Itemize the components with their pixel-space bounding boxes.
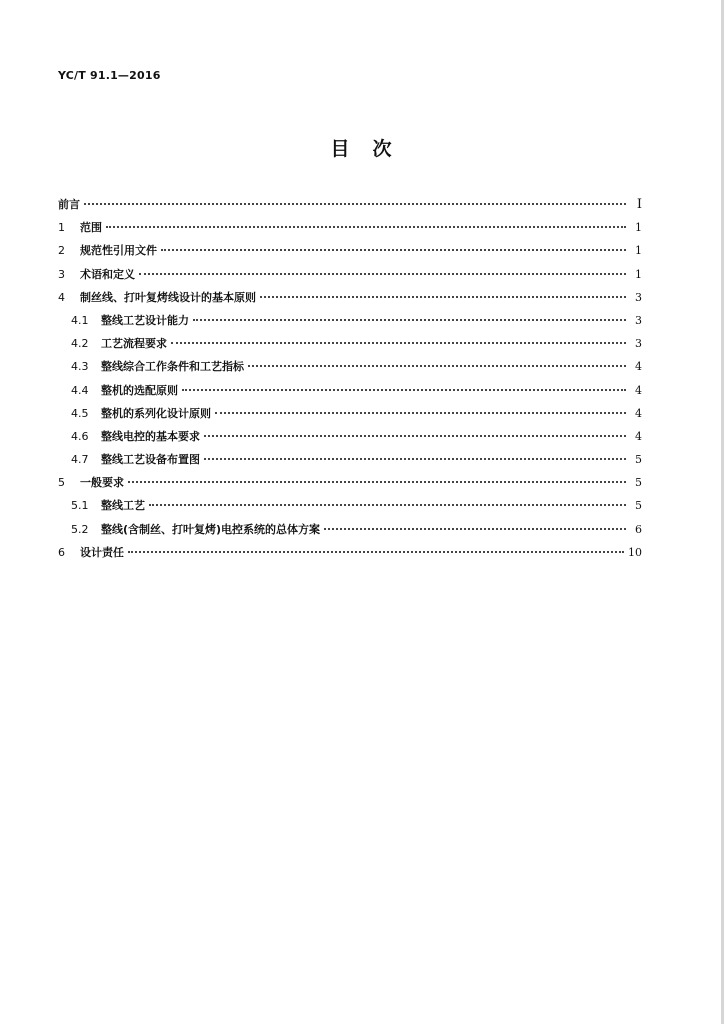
toc-leader-dots bbox=[84, 202, 626, 205]
toc-number: 4.2 bbox=[71, 337, 89, 351]
toc-leader-dots bbox=[204, 434, 626, 437]
toc-label: 整线工艺 bbox=[101, 499, 145, 513]
toc-entry-4-4[interactable] bbox=[58, 382, 642, 405]
toc-page-number: 3 bbox=[635, 337, 642, 351]
toc-number: 3 bbox=[58, 267, 65, 281]
toc-number: 1 bbox=[58, 221, 65, 235]
toc-number: 4.5 bbox=[71, 406, 89, 420]
toc-number: 4.3 bbox=[71, 360, 89, 374]
toc-leader-dots bbox=[193, 318, 626, 321]
page-title: 目 次 bbox=[330, 138, 394, 160]
toc-number: 4.4 bbox=[71, 383, 89, 397]
toc-page-number: 1 bbox=[635, 221, 642, 235]
toc-leader-dots bbox=[324, 527, 626, 530]
table-of-contents bbox=[58, 196, 642, 567]
toc-label: 工艺流程要求 bbox=[101, 337, 167, 351]
toc-page-number: 1 bbox=[635, 244, 642, 258]
toc-label: 规范性引用文件 bbox=[80, 244, 157, 258]
toc-entry-4-3[interactable] bbox=[58, 358, 642, 381]
toc-entry-4-6[interactable] bbox=[58, 428, 642, 451]
toc-page-number: 1 bbox=[635, 267, 642, 281]
toc-label: 设计责任 bbox=[80, 545, 124, 559]
toc-number: 4 bbox=[58, 290, 65, 304]
toc-leader-dots bbox=[128, 480, 626, 483]
toc-leader-dots bbox=[171, 341, 626, 344]
toc-leader-dots bbox=[106, 225, 626, 228]
toc-label: 整线(含制丝、打叶复烤)电控系统的总体方案 bbox=[101, 522, 321, 536]
toc-label: 范围 bbox=[80, 221, 102, 235]
toc-entry-5-2[interactable] bbox=[58, 521, 642, 544]
toc-entry-4[interactable] bbox=[58, 289, 642, 312]
toc-page-number: Ⅰ bbox=[636, 197, 642, 212]
toc-number: 2 bbox=[58, 244, 65, 258]
toc-number: 5 bbox=[58, 476, 65, 490]
toc-label: 整机的选配原则 bbox=[101, 383, 178, 397]
toc-label: 整机的系列化设计原则 bbox=[101, 406, 211, 420]
toc-entry-2[interactable] bbox=[58, 242, 642, 265]
toc-leader-dots bbox=[215, 411, 626, 414]
toc-entry-3[interactable] bbox=[58, 266, 642, 289]
toc-number: 6 bbox=[58, 545, 65, 559]
toc-entry-foreword[interactable] bbox=[58, 196, 642, 219]
toc-label: 整线工艺设计能力 bbox=[101, 313, 189, 327]
toc-entry-5-1[interactable] bbox=[58, 497, 642, 520]
toc-page-number: 4 bbox=[635, 429, 642, 443]
toc-leader-dots bbox=[260, 295, 626, 298]
toc-entry-4-5[interactable] bbox=[58, 405, 642, 428]
toc-entry-4-2[interactable] bbox=[58, 335, 642, 358]
toc-label: 一般要求 bbox=[80, 476, 124, 490]
toc-leader-dots bbox=[128, 550, 624, 553]
toc-number: 4.1 bbox=[71, 313, 89, 327]
toc-label: 整线工艺设备布置图 bbox=[101, 453, 200, 467]
toc-entry-5[interactable] bbox=[58, 474, 642, 497]
toc-entry-1[interactable] bbox=[58, 219, 642, 242]
toc-number: 5.2 bbox=[71, 522, 89, 536]
toc-page-number: 5 bbox=[635, 453, 642, 467]
toc-label: 整线综合工作条件和工艺指标 bbox=[101, 360, 244, 374]
toc-page-number: 4 bbox=[635, 360, 642, 374]
toc-page-number: 5 bbox=[635, 476, 642, 490]
toc-leader-dots bbox=[149, 503, 626, 506]
toc-leader-dots bbox=[139, 272, 626, 275]
toc-label: 制丝线、打叶复烤线设计的基本原则 bbox=[80, 290, 256, 304]
toc-number: 4.6 bbox=[71, 429, 89, 443]
toc-page-number: 3 bbox=[635, 313, 642, 327]
toc-page-number: 4 bbox=[635, 383, 642, 397]
toc-label: 整线电控的基本要求 bbox=[101, 429, 200, 443]
toc-page-number: 3 bbox=[635, 290, 642, 304]
toc-page-number: 10 bbox=[628, 545, 642, 559]
toc-page-number: 5 bbox=[635, 499, 642, 513]
toc-leader-dots bbox=[161, 248, 626, 251]
standard-code: YC/T 91.1—2016 bbox=[58, 69, 161, 82]
toc-number: 4.7 bbox=[71, 453, 89, 467]
toc-label: 术语和定义 bbox=[80, 267, 135, 281]
toc-entry-4-1[interactable] bbox=[58, 312, 642, 335]
toc-page-number: 4 bbox=[635, 406, 642, 420]
toc-leader-dots bbox=[204, 457, 626, 460]
toc-label: 前言 bbox=[58, 198, 80, 211]
toc-leader-dots bbox=[248, 364, 626, 367]
toc-leader-dots bbox=[182, 388, 626, 391]
toc-entry-6[interactable] bbox=[58, 544, 642, 567]
toc-number: 5.1 bbox=[71, 499, 89, 513]
toc-page-number: 6 bbox=[635, 522, 642, 536]
toc-entry-4-7[interactable] bbox=[58, 451, 642, 474]
